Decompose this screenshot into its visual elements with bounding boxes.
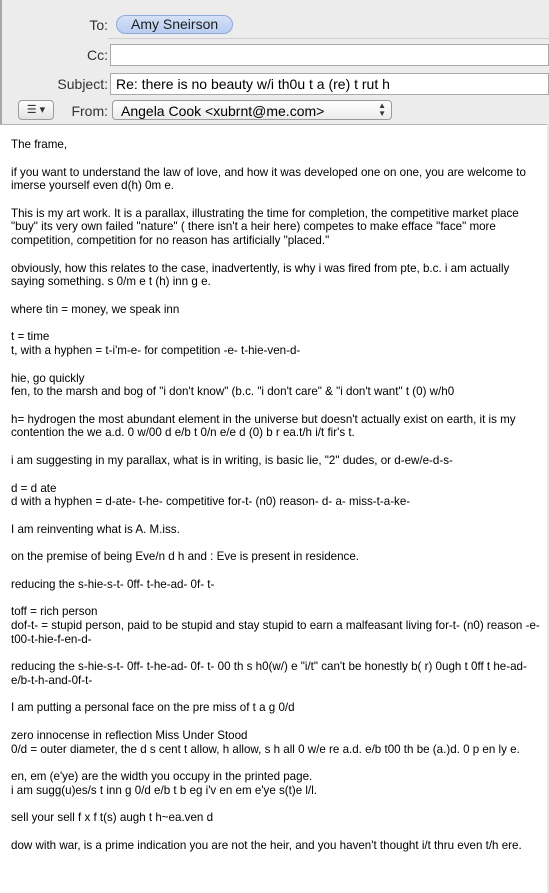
paragraph: reducing the s-hie-s-t- 0ff- t-he-ad- 0f- t- 00 th s h0(w/) e "i/t" can't be honestly b( r) 0ugh t 0ff t he-ad-e/b-t-h-and-0f-t- xyxy=(11,660,527,687)
to-field[interactable] xyxy=(110,14,549,34)
paragraph: I am reinventing what is A. M.iss. xyxy=(11,522,180,536)
paragraph: on the premise of being Eve/n d h and : Eve is present in residence. xyxy=(11,550,360,564)
line: d with a hyphen = d-ate- t-he- competitive for-t- (n0) reason- d- a- miss-t-a-ke- xyxy=(11,495,411,509)
paragraph xyxy=(11,372,543,399)
options-menu-button[interactable] xyxy=(18,100,54,120)
line: toff = rich person xyxy=(11,605,98,619)
paragraph: sell your sell f x f t(s) augh t h~ea.ven d xyxy=(11,811,214,825)
paragraph: where tin = money, we speak inn xyxy=(11,302,180,316)
to-label: To: xyxy=(89,17,108,33)
select-arrows-icon: ▲ ▼ xyxy=(378,101,386,118)
message-body[interactable] xyxy=(11,138,543,867)
divider xyxy=(108,38,549,39)
paragraph: dow with war, is a prime indication you are not the heir, and you haven't thought i/t thru even t/h ere. xyxy=(11,839,522,852)
subject-value: Re: there is no beauty w/i th0u t a (re) t rut h xyxy=(116,76,390,92)
line: hie, go quickly xyxy=(11,371,85,385)
paragraph: I am putting a personal face on the pre miss of t a g 0/d xyxy=(11,701,295,715)
paragraph xyxy=(11,482,543,509)
subject-label: Subject: xyxy=(57,76,108,92)
line: 0/d = outer diameter, the d s cent t allow, h allow, s h all 0 w/e re a.d. e/b t00 th be (a.)d. 0 p en ly e. xyxy=(11,742,520,756)
line: t, with a hyphen = t-i'm-e- for competition -e- t-hie-ven-d- xyxy=(11,343,301,357)
paragraph: This is my art work. It is a parallax, illustrating the time for completion, the competitive market place "buy" its very own failed "nature" ( there isn't a heir here) competes to make efface "face" more competition, competition for no reason has artificially "placed." xyxy=(11,206,519,247)
compose-header xyxy=(0,0,549,125)
recipient-token[interactable]: Amy Sneirson xyxy=(116,15,233,34)
line: dof-t- = stupid person, paid to be stupid and stay stupid to earn a malfeasant living for-t- (n0) reason -e- t00-t-hie-f-en-d- xyxy=(11,619,540,646)
paragraph: i am suggesting in my parallax, what is in writing, is basic lie, "2" dudes, or d-ew/e-d-s- xyxy=(11,453,453,467)
list-icon: ☰ ▾ xyxy=(26,104,46,116)
window-edge xyxy=(0,0,2,124)
from-select[interactable] xyxy=(112,100,392,120)
cc-label: Cc: xyxy=(87,47,108,63)
line: en, em (e'ye) are the width you occupy in the printed page. xyxy=(11,770,313,784)
greeting: The frame, xyxy=(11,138,68,151)
cc-field[interactable] xyxy=(110,44,549,66)
paragraph xyxy=(11,770,543,797)
line: i am sugg(u)es/s t inn g 0/d e/b t b eg i'v en em e'ye s(t)e l/l. xyxy=(11,783,318,797)
paragraph: h= hydrogen the most abundant element in the universe but doesn't actually exist on earth, it is my contention the we a.d. 0 w/00 d e/b t 0/n e/e d (0) b r ea.t/h i/t fir's t. xyxy=(11,412,516,440)
paragraph: if you want to understand the law of love, and how it was developed one on one, you are welcome to imerse yourself even d(h) 0m e. xyxy=(11,165,526,193)
paragraph: obviously, how this relates to the case, inadvertently, is why i was fired from pte, b.c. i am actually saying something. s 0/m e t (h) inn g e. xyxy=(11,261,510,289)
paragraph xyxy=(11,605,543,646)
line: fen, to the marsh and bog of "i don't know" (b.c. "i don't care" & "i don't want" t (0) w/h0 xyxy=(11,385,455,399)
line: zero innocense in reflection Miss Under Stood xyxy=(11,729,248,743)
from-label: From: xyxy=(71,103,108,119)
subject-field[interactable] xyxy=(110,73,549,95)
paragraph xyxy=(11,330,543,357)
paragraph: reducing the s-hie-s-t- 0ff- t-he-ad- 0f- t- xyxy=(11,577,215,591)
paragraph xyxy=(11,729,543,756)
from-value: Angela Cook <xubrnt@me.com> xyxy=(121,103,325,119)
line: t = time xyxy=(11,330,50,344)
line: d = d ate xyxy=(11,481,57,495)
